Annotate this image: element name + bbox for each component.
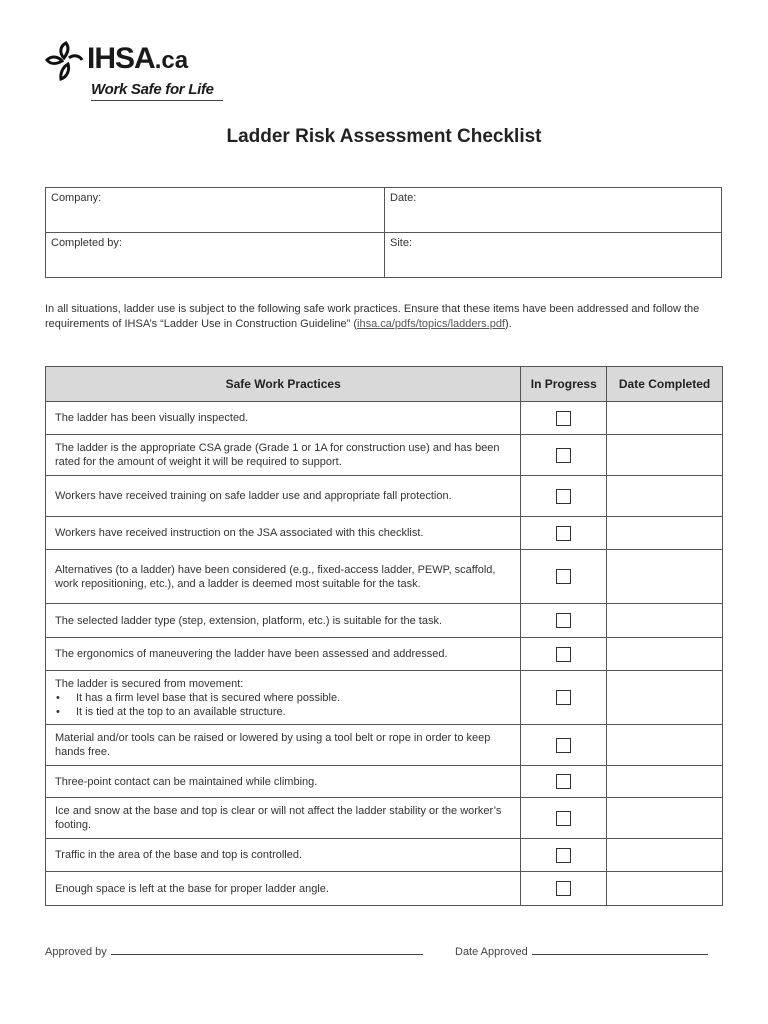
date-completed-cell[interactable]	[607, 798, 723, 839]
date-completed-cell[interactable]	[607, 476, 723, 517]
tagline-underline	[91, 100, 223, 101]
practice-text: Traffic in the area of the base and top is controlled.	[46, 839, 521, 872]
completed-by-label: Completed by:	[51, 237, 122, 249]
practice-text: The ladder is the appropriate CSA grade (Grade 1 or 1A for construction use) and has been rated for the amount of weight it will be required to support.	[46, 435, 521, 476]
table-row	[46, 517, 723, 550]
in-progress-checkbox[interactable]	[556, 647, 571, 662]
practice-text: Workers have received training on safe ladder use and appropriate fall protection.	[46, 476, 521, 517]
table-row	[46, 671, 723, 725]
site-label: Site:	[390, 237, 413, 249]
in-progress-checkbox[interactable]	[556, 569, 571, 584]
in-progress-checkbox[interactable]	[556, 774, 571, 789]
date-completed-cell[interactable]	[607, 766, 723, 798]
table-row	[46, 839, 723, 872]
in-progress-checkbox[interactable]	[556, 526, 571, 541]
practice-text: The ergonomics of maneuvering the ladder have been assessed and addressed.	[46, 638, 521, 671]
table-row	[46, 638, 723, 671]
date-label: Date:	[390, 192, 417, 204]
trillium-icon	[44, 40, 86, 82]
practice-text: The selected ladder type (step, extension, platform, etc.) is suitable for the task.	[46, 604, 521, 638]
date-completed-cell[interactable]	[607, 435, 723, 476]
date-approved-line[interactable]	[532, 942, 708, 955]
date-approved-label: Date Approved	[455, 946, 528, 958]
approved-by-field	[45, 942, 423, 958]
approved-by-label: Approved by	[45, 946, 107, 958]
table-row	[46, 402, 723, 435]
in-progress-checkbox[interactable]	[556, 738, 571, 753]
date-approved-field	[455, 942, 708, 958]
practice-text: Enough space is left at the base for proper ladder angle.	[46, 872, 521, 906]
date-completed-cell[interactable]	[607, 550, 723, 604]
table-row	[46, 435, 723, 476]
intro-paragraph	[45, 302, 735, 332]
intro-text-end: ).	[505, 318, 512, 330]
guideline-link[interactable]: ihsa.ca/pdfs/topics/ladders.pdf	[357, 318, 505, 330]
info-table	[45, 187, 722, 278]
approved-by-line[interactable]	[111, 942, 423, 955]
in-progress-checkbox[interactable]	[556, 489, 571, 504]
bullet-item: • It has a firm level base that is secured where possible.	[55, 691, 512, 705]
practice-text: Alternatives (to a ladder) have been considered (e.g., fixed-access ladder, PEWP, scaffold, work repositioning, etc.), and a ladder is deemed most suitable for the task.	[46, 550, 521, 604]
table-row	[46, 798, 723, 839]
date-completed-cell[interactable]	[607, 517, 723, 550]
date-completed-cell[interactable]	[607, 638, 723, 671]
header-safe-work-practices: Safe Work Practices	[46, 367, 521, 402]
practice-text: Workers have received instruction on the JSA associated with this checklist.	[46, 517, 521, 550]
completed-by-field[interactable]	[46, 233, 385, 278]
in-progress-checkbox[interactable]	[556, 848, 571, 863]
date-field[interactable]	[385, 188, 722, 233]
table-row	[46, 766, 723, 798]
bullet-item: • It is tied at the top to an available structure.	[55, 705, 512, 719]
ihsa-logo	[44, 38, 244, 104]
practice-text: Three-point contact can be maintained while climbing.	[46, 766, 521, 798]
checklist-table	[45, 366, 723, 906]
in-progress-checkbox[interactable]	[556, 448, 571, 463]
in-progress-checkbox[interactable]	[556, 881, 571, 896]
header-date-completed: Date Completed	[607, 367, 723, 402]
logo-brand: IHSA.ca	[87, 42, 189, 75]
practice-text: Ice and snow at the base and top is clear or will not affect the ladder stability or the worker’s footing.	[46, 798, 521, 839]
logo-tagline: Work Safe for Life	[91, 81, 214, 98]
table-row	[46, 476, 723, 517]
in-progress-checkbox[interactable]	[556, 411, 571, 426]
practice-text: The ladder has been visually inspected.	[46, 402, 521, 435]
table-row	[46, 550, 723, 604]
site-field[interactable]	[385, 233, 722, 278]
intro-text: In all situations, ladder use is subject to the following safe work practices. Ensure that these items have been addressed and follow the requirements of IHSA’s “Ladder Use in Construction Guideline” (	[45, 303, 700, 330]
in-progress-checkbox[interactable]	[556, 690, 571, 705]
table-row	[46, 872, 723, 906]
date-completed-cell[interactable]	[607, 872, 723, 906]
date-completed-cell[interactable]	[607, 725, 723, 766]
table-row	[46, 725, 723, 766]
company-label: Company:	[51, 192, 102, 204]
header-in-progress: In Progress	[521, 367, 607, 402]
practice-text: Material and/or tools can be raised or lowered by using a tool belt or rope in order to keep hands free.	[46, 725, 521, 766]
date-completed-cell[interactable]	[607, 402, 723, 435]
practice-cell	[46, 671, 521, 725]
page-title: Ladder Risk Assessment Checklist	[226, 126, 542, 147]
company-field[interactable]	[46, 188, 385, 233]
table-row	[46, 604, 723, 638]
date-completed-cell[interactable]	[607, 604, 723, 638]
in-progress-checkbox[interactable]	[556, 811, 571, 826]
date-completed-cell[interactable]	[607, 671, 723, 725]
practice-text: The ladder is secured from movement:	[55, 677, 244, 690]
in-progress-checkbox[interactable]	[556, 613, 571, 628]
date-completed-cell[interactable]	[607, 839, 723, 872]
